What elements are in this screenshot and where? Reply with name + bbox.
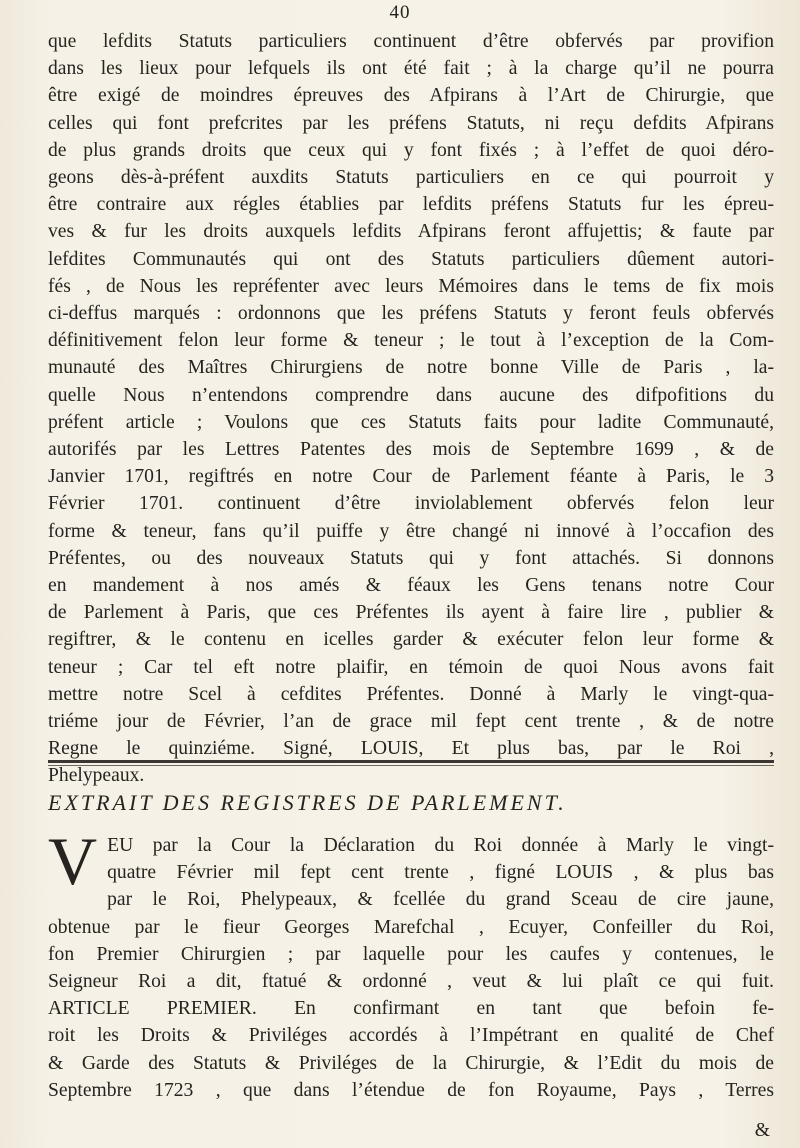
extract-line: EU par la Cour la Déclaration du Roi donnée à Marly le vingt-: [107, 835, 774, 856]
body-line: préfent article ; Voulons que ces Statuts faits pour ladite Communauté,: [48, 411, 774, 433]
body-line: ves & fur les droits auxquels lefdits Afpirans feront affujettis; & faute par: [48, 221, 774, 243]
body-line: de Parlement à Paris, que ces Préfentes ils ayent à faire lire , publier &: [48, 602, 774, 624]
body-line: que lefdits Statuts particuliers continuent d’être obfervés par provifion: [48, 31, 774, 52]
extract-line: obtenue par le fieur Georges Marefchal , Ecuyer, Confeiller du Roi,: [48, 916, 774, 938]
body-line: Janvier 1701, regiftrés en notre Cour de Parlement féante à Paris, le 3: [48, 466, 774, 488]
body-line: Regne le quinziéme. Signé, LOUIS, Et plus bas, par le Roi ,: [48, 738, 774, 760]
body-line: de plus grands droits que ceux qui y font fixés ; à l’effet de quoi déro-: [48, 139, 774, 161]
body-line: autorifés par les Lettres Patentes des mois de Septembre 1699 , & de: [48, 439, 774, 461]
body-line: quelle Nous n’entendons comprendre dans aucune des difpofitions du: [48, 384, 774, 406]
body-line: dans les lieux pour lefquels ils ont été fait ; à la charge qu’il ne pourra: [48, 58, 774, 80]
extract-line: & Garde des Statuts & Priviléges de la Chirurgie, & l’Edit du mois de: [48, 1052, 774, 1074]
body-line: Phelypeaux.: [48, 765, 145, 787]
extract-line: quatre Février mil fept cent trente , figné LOUIS , & plus bas: [107, 862, 774, 884]
extract-line: Septembre 1723 , que dans l’étendue de fon Royaume, Pays , Terres: [48, 1079, 774, 1101]
extract-line: ARTICLE PREMIER. En confirmant en tant que befoin fe-: [48, 998, 774, 1020]
body-line: Février 1701. continuent d’être inviolablement obfervés felon leur: [48, 493, 774, 515]
body-line: être exigé de moindres épreuves des Afpirans à l’Art de Chirurgie, que: [48, 85, 774, 107]
body-line: mettre notre Scel à cefdites Préfentes. Donné à Marly le vingt-qua-: [48, 683, 774, 705]
extract-text: [48, 823, 774, 1104]
body-line: celles qui font prefcrites par les préfens Statuts, ni reçu defdits Afpirans: [48, 112, 774, 134]
drop-cap: V: [48, 823, 98, 899]
body-line: en mandement à nos amés & féaux les Gens tenans notre Cour: [48, 575, 774, 597]
body-line: triéme jour de Février, l’an de grace mil fept cent trente , & de notre: [48, 711, 774, 733]
extract-heading: EXTRAIT DES REGISTRES DE PARLEMENT.: [48, 790, 567, 815]
body-line: ci-deffus marqués : ordonnons que les préfens Statuts y feront feuls obfervés: [48, 303, 774, 325]
extract-line: roit les Droits & Priviléges accordés à l’Impétrant en qualité de Chef: [48, 1025, 774, 1047]
body-line: lefdites Communautés qui ont des Statuts particuliers dûement autori-: [48, 248, 774, 270]
body-line: Préfentes, ou des nouveaux Statuts qui y font attachés. Si donnons: [48, 547, 774, 569]
body-line: définitivement felon leur forme & teneur ; le tout à l’exception de la Com-: [48, 330, 774, 352]
body-line: regiftrer, & le contenu en icelles garder & exécuter felon leur forme &: [48, 629, 774, 651]
body-line: teneur ; Car tel eft notre plaifir, en témoin de quoi Nous avons fait: [48, 656, 774, 678]
extract-line: fon Premier Chirurgien ; par laquelle pour les caufes y contenues, le: [48, 943, 774, 965]
body-line: geons dès-à-préfent auxdits Statuts particuliers en ce qui pourroit y: [48, 167, 774, 189]
body-line: être contraire aux régles établies par lefdits préfens Statuts fur les épreu-: [48, 194, 774, 216]
ornamental-rule: [48, 760, 774, 766]
extract-line: par le Roi, Phelypeaux, & fcellée du grand Sceau de cire jaune,: [107, 889, 774, 911]
statute-text: [48, 28, 774, 790]
body-line: fés , de Nous les repréfenter avec leurs Mémoires dans le tems de fix mois: [48, 275, 774, 297]
extract-line: Seigneur Roi a dit, ftatué & ordonné , veut & lui plaît ce qui fuit.: [48, 971, 774, 993]
catchword: &: [754, 1120, 770, 1141]
body-line: forme & teneur, fans qu’il puiffe y être changé ni innové à l’occafion des: [48, 520, 774, 542]
body-line: munauté des Maîtres Chirurgiens de notre bonne Ville de Paris , la-: [48, 357, 774, 379]
page-number: 40: [389, 2, 411, 23]
